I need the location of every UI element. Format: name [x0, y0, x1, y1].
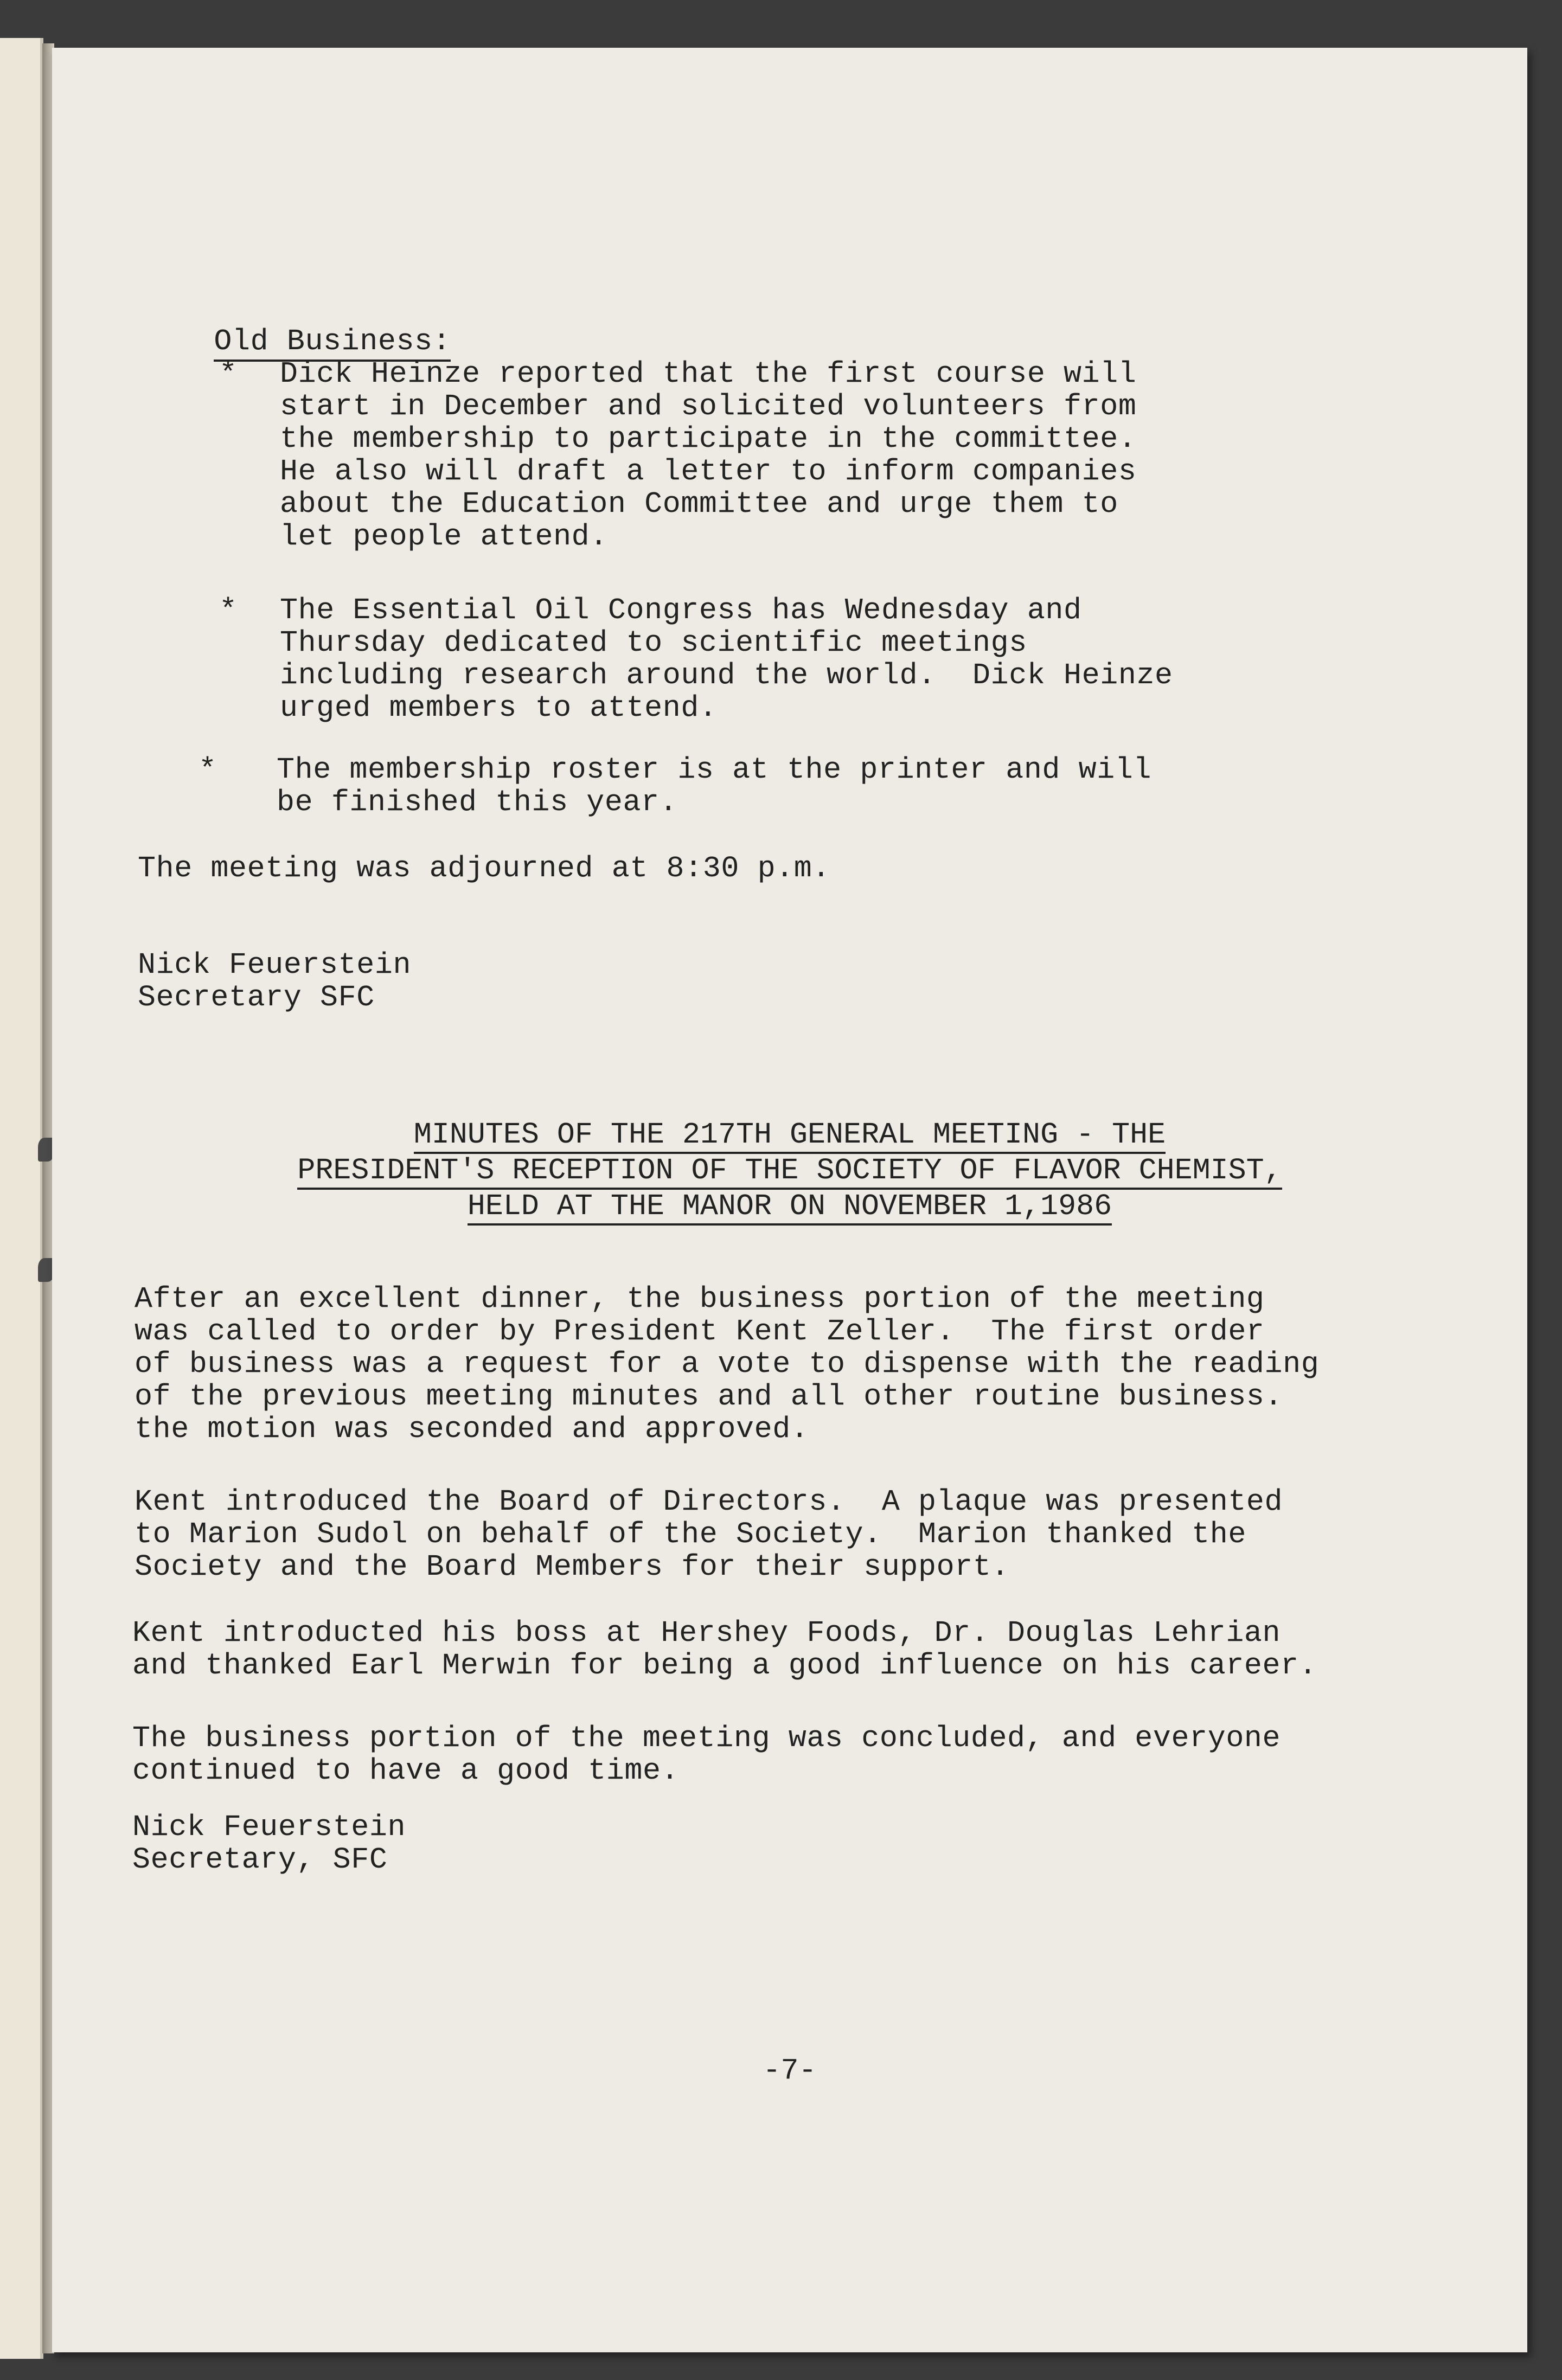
minutes-paragraph-4: The business portion of the meeting was concluded, and everyone continued to have a good time. — [132, 1721, 1281, 1788]
adjacent-page-edge — [0, 38, 43, 2359]
page-number: -7- — [763, 2054, 817, 2088]
document-page — [52, 48, 1527, 2352]
old-business-item-1: Dick Heinze reported that the first course will start in December and solicited volunteers from the membership to participate in the committee. He also will draft a letter to inform companies about the Education Committee and urge them to let people attend. — [280, 357, 1137, 554]
old-business-item-2: The Essential Oil Congress has Wednesday and Thursday dedicated to scientific meetings including research around the world. Dick Heinze urged members to attend. — [280, 593, 1173, 725]
bullet-marker-3: * — [199, 753, 217, 787]
minutes-heading: MINUTES OF THE 217TH GENERAL MEETING - THE PRESIDENT'S RECEPTION OF THE SOCIETY OF FLAVOR CHEMIST, HELD AT THE MANOR ON NOVEMBER 1,1986 — [52, 1118, 1527, 1226]
minutes-paragraph-2: Kent introduced the Board of Directors. A plaque was presented to Marion Sudol on behalf of the Society. Marion thanked the Society and the Board Members for their support. — [135, 1485, 1283, 1584]
bullet-marker-1: * — [219, 357, 238, 391]
adjourned-line: The meeting was adjourned at 8:30 p.m. — [138, 851, 831, 886]
signature-2: Nick Feuerstein Secretary, SFC — [132, 1810, 406, 1877]
old-business-heading: Old Business: — [141, 293, 451, 390]
old-business-item-3: The membership roster is at the printer and will be finished this year. — [277, 753, 1152, 819]
signature-1: Nick Feuerstein Secretary SFC — [138, 948, 412, 1015]
minutes-paragraph-1: After an excellent dinner, the business portion of the meeting was called to order by President Kent Zeller. The first order of business was a request for a vote to dispense with the reading of the previous meeting minutes and all other routine business. the motion was seconded and approved. — [135, 1282, 1320, 1446]
bullet-marker-2: * — [219, 593, 238, 627]
minutes-paragraph-3: Kent introducted his boss at Hershey Foods, Dr. Douglas Lehrian and thanked Earl Merwin for being a good influence on his career. — [132, 1616, 1317, 1683]
